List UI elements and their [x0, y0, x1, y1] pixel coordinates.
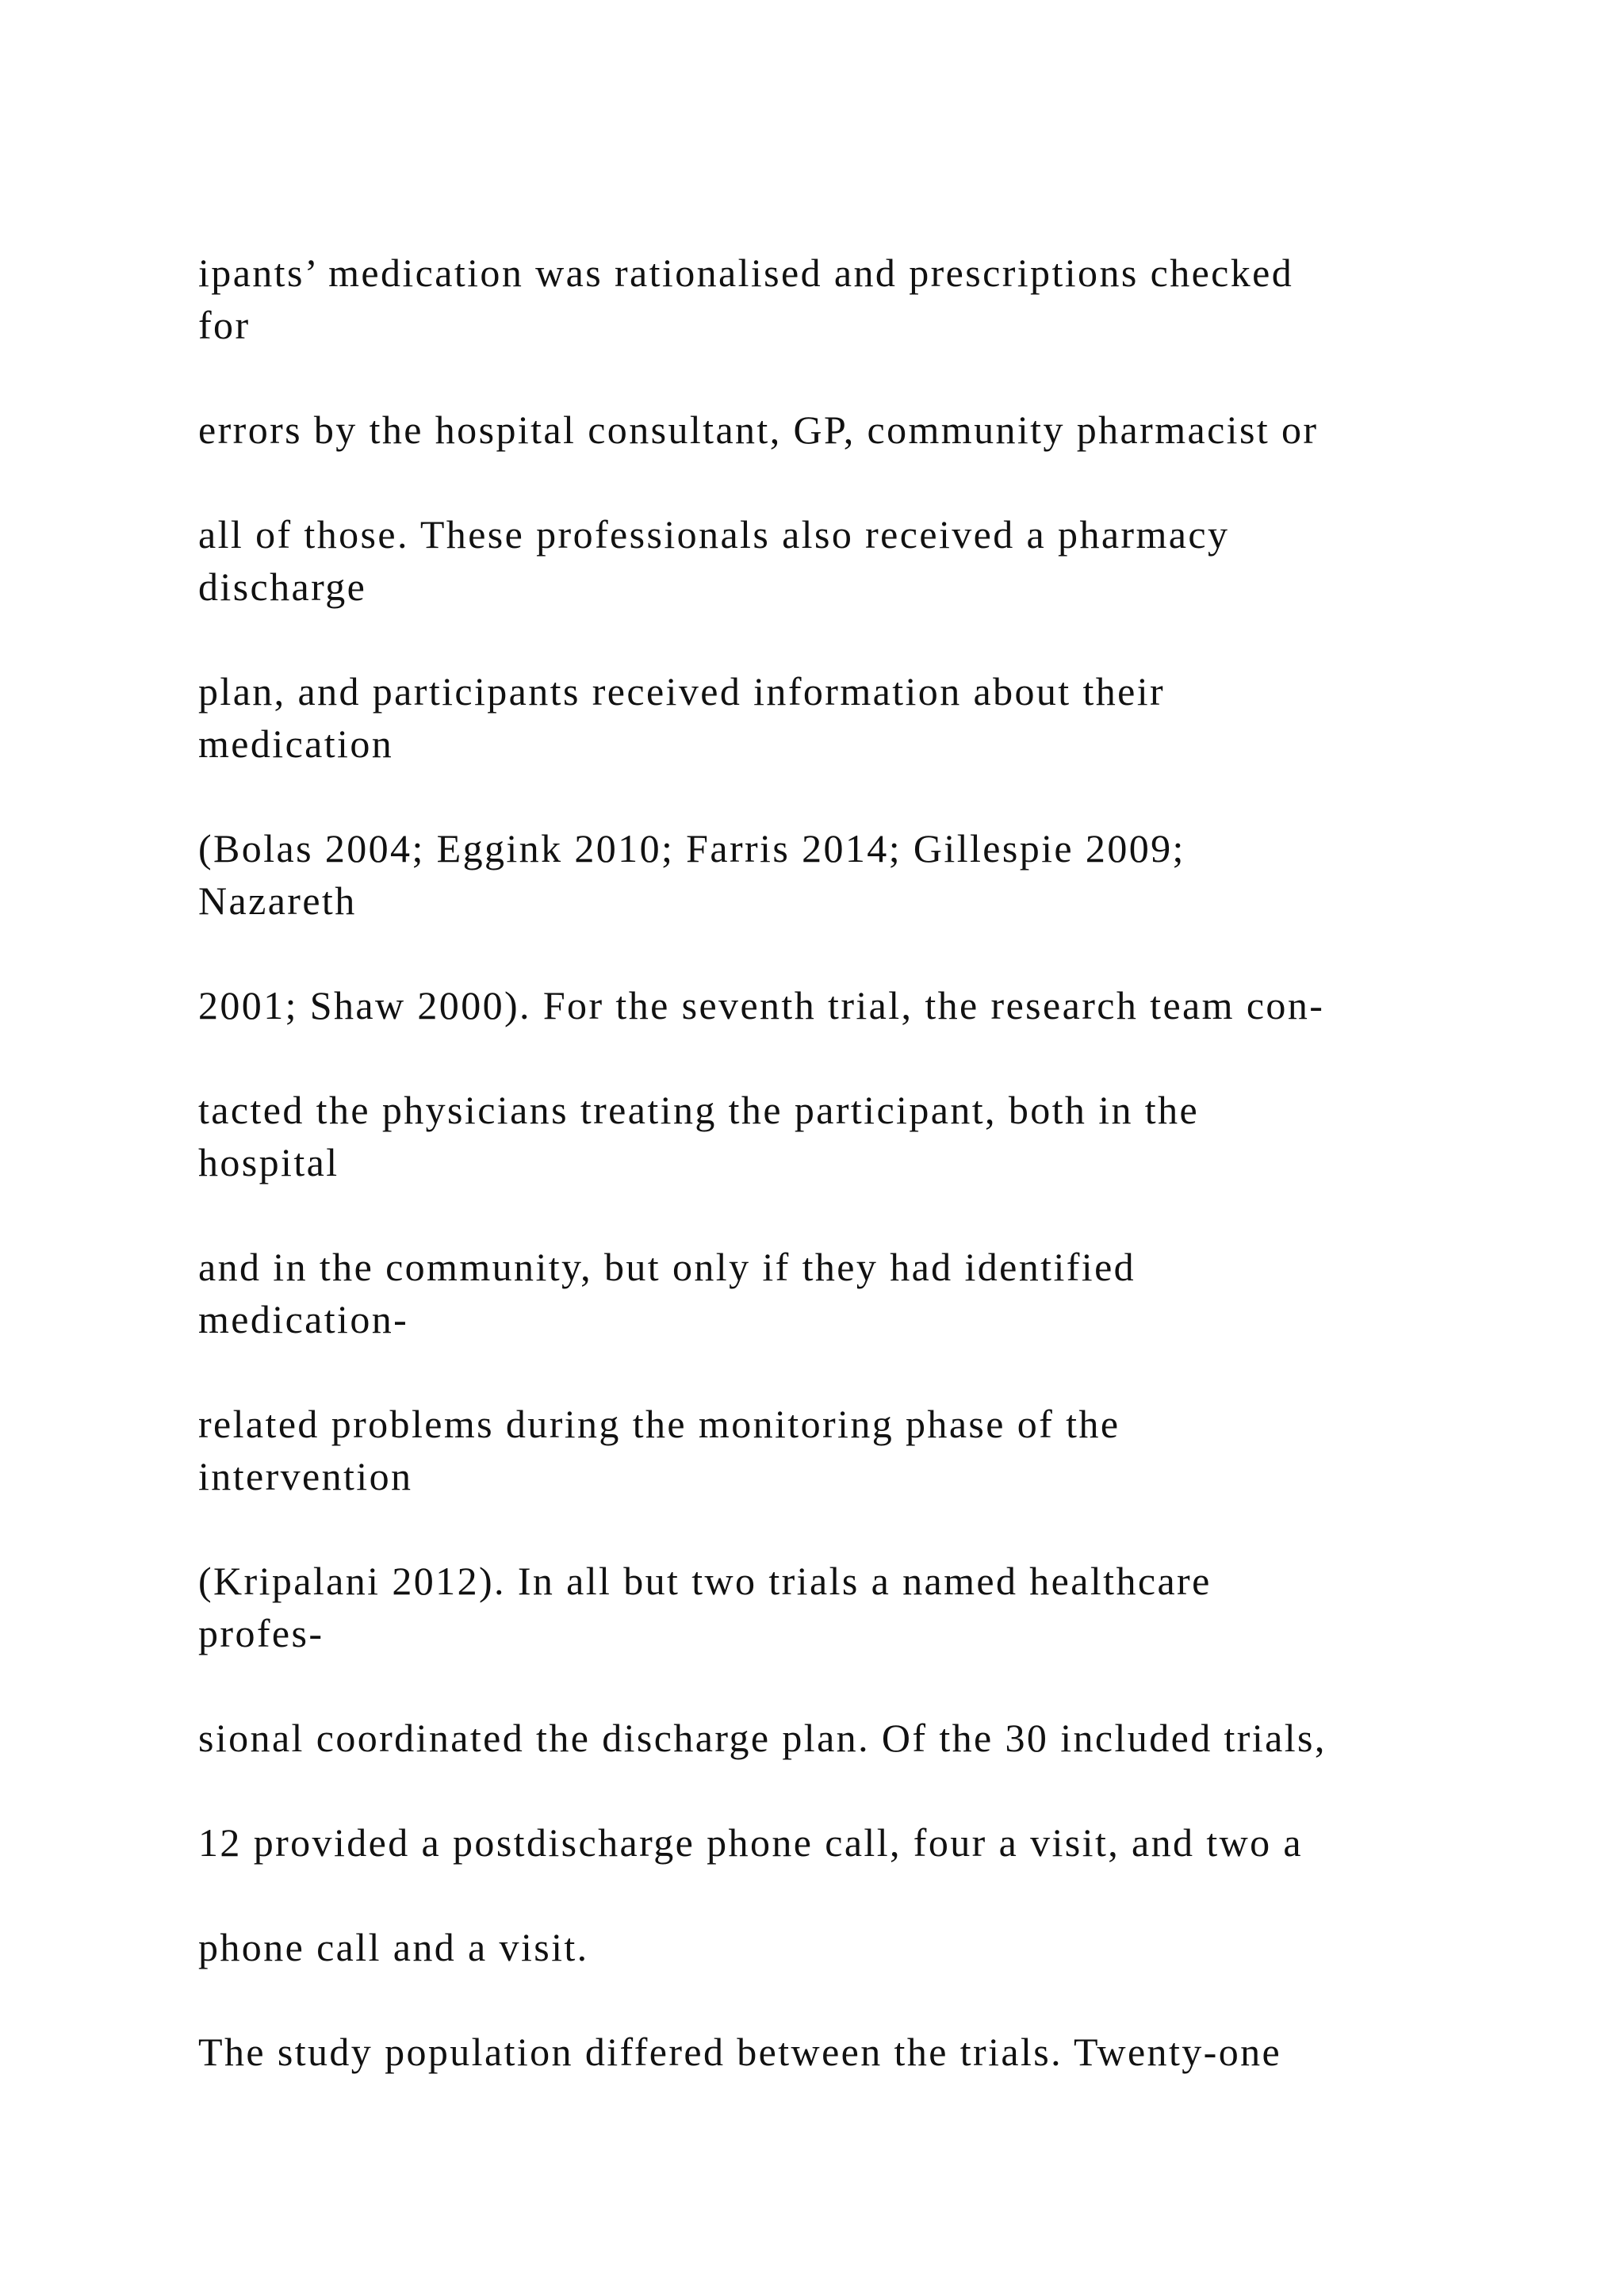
text-line: errors by the hospital consultant, GP, community pharmacist or: [198, 408, 1319, 452]
text-line: tacted the physicians treating the participant, both in the: [198, 1088, 1200, 1132]
text-line: all of those. These professionals also received a pharmacy: [198, 512, 1230, 557]
text-line: ipants’ medication was rationalised and prescriptions checked: [198, 251, 1294, 295]
text-line: 12 provided a postdischarge phone call, four a visit, and two a: [198, 1820, 1304, 1865]
text-line: The study population differed between the trials. Twenty-one: [198, 2030, 1282, 2074]
text-line: sional coordinated the discharge plan. Of the 30 included trials,: [198, 1716, 1327, 1760]
text-line: medication-: [198, 1297, 409, 1341]
text-line: (Bolas 2004; Eggink 2010; Farris 2014; Gillespie 2009;: [198, 826, 1185, 871]
text-line: 2001; Shaw 2000). For the seventh trial, the research team con-: [198, 983, 1325, 1027]
text-line: phone call and a visit.: [198, 1925, 589, 1969]
text-line: profes-: [198, 1611, 324, 1655]
text-line: medication: [198, 721, 394, 766]
text-line: hospital: [198, 1140, 339, 1184]
text-line: intervention: [198, 1454, 413, 1498]
text-line: Nazareth: [198, 878, 357, 923]
text-line: discharge: [198, 564, 367, 609]
text-line: (Kripalani 2012). In all but two trials a named healthcare: [198, 1559, 1212, 1603]
text-line: related problems during the monitoring phase of the: [198, 1402, 1120, 1446]
text-line: plan, and participants received information about their: [198, 669, 1166, 714]
text-line: and in the community, but only if they had identified: [198, 1245, 1136, 1289]
text-line: for: [198, 303, 251, 347]
